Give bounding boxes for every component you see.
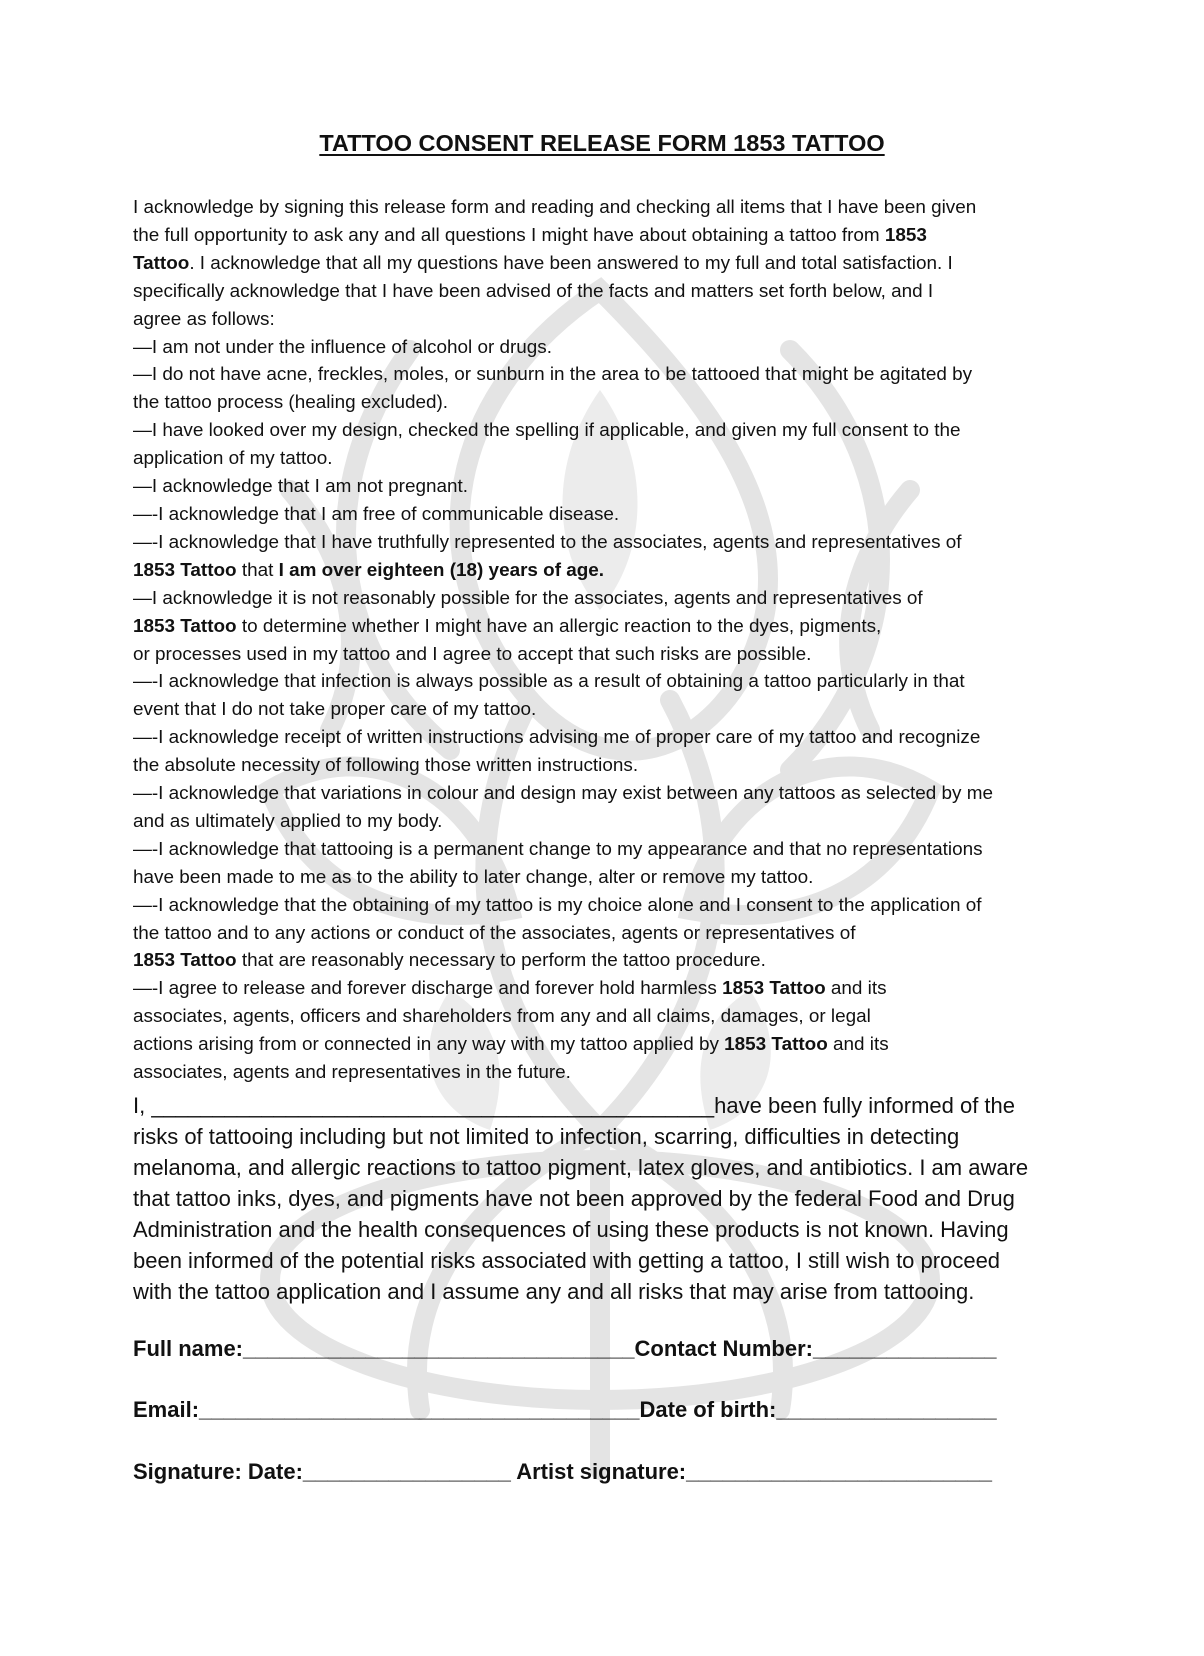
paragraph-line: specifically acknowledge that I have been advised of the facts and matters set forth below, and I (133, 280, 934, 302)
acknowledgement-item-cont: event that I do not take proper care of my tattoo. (133, 699, 537, 721)
signature-row (133, 1459, 992, 1485)
acknowledgement-item-cont: 1853 Tattoo to determine whether I might have an allergic reaction to the dyes, pigments, (133, 615, 882, 637)
name-contact-row (133, 1336, 997, 1362)
acknowledgement-paragraph (133, 194, 1093, 1087)
acknowledgement-item: —-I agree to release and forever discharge and forever hold harmless 1853 Tattoo and its (133, 978, 887, 1000)
acknowledgement-item-cont: 1853 Tattoo that are reasonably necessary to perform the tattoo procedure. (133, 950, 766, 972)
acknowledgement-item-cont: application of my tattoo. (133, 448, 333, 470)
contact-number-field[interactable]: Contact Number:_______________ (634, 1336, 997, 1361)
acknowledgement-item: —-I acknowledge that infection is always possible as a result of obtaining a tattoo particularly in that (133, 671, 965, 693)
acknowledgement-item: —I do not have acne, freckles, moles, or sunburn in the area to be tattooed that might be agitated by (133, 364, 973, 386)
full-name-field[interactable]: Full name:________________________________ (133, 1336, 635, 1361)
artist-signature-field[interactable]: Artist signature:_________________________ (516, 1459, 993, 1484)
acknowledgement-item: —I have looked over my design, checked the spelling if applicable, and given my full consent to the (133, 420, 961, 442)
acknowledgement-item: —-I acknowledge that I have truthfully represented to the associates, agents and representatives of (133, 531, 962, 553)
paragraph-line: the full opportunity to ask any and all questions I might have about obtaining a tattoo from 1853 (133, 224, 927, 246)
acknowledgement-item: —-I acknowledge that variations in colour and design may exist between any tattoos as selected by me (133, 783, 993, 805)
acknowledgement-item-cont: associates, agents, officers and shareholders from any and all claims, damages, or legal (133, 1006, 871, 1028)
acknowledgement-item: —-I acknowledge receipt of written instructions advising me of proper care of my tattoo and recognize (133, 727, 981, 749)
acknowledgement-item-cont: the tattoo process (healing excluded). (133, 392, 449, 414)
acknowledgement-item-cont: the absolute necessity of following those written instructions. (133, 755, 639, 777)
acknowledgement-item: —I acknowledge that I am not pregnant. (133, 476, 468, 498)
statement-line: Administration and the health consequences of using these products is not known. Having (133, 1217, 1009, 1242)
acknowledgement-item-cont: the tattoo and to any actions or conduct of the associates, agents or representatives of (133, 922, 856, 944)
acknowledgement-item-cont: and as ultimately applied to my body. (133, 810, 443, 832)
email-field[interactable]: Email:____________________________________ (133, 1397, 640, 1422)
date-of-birth-field[interactable]: Date of birth:__________________ (639, 1397, 997, 1422)
acknowledgement-item: —I acknowledge it is not reasonably possible for the associates, agents and representatives of (133, 587, 923, 609)
risk-statement (133, 1090, 1093, 1307)
acknowledgement-item-cont: or processes used in my tattoo and I agree to accept that such risks are possible. (133, 643, 812, 665)
paragraph-line: Tattoo. I acknowledge that all my questions have been answered to my full and total satisfaction. I (133, 252, 953, 274)
paragraph-line: agree as follows: (133, 308, 275, 330)
email-dob-row (133, 1397, 997, 1423)
statement-line: been informed of the potential risks associated with getting a tattoo, I still wish to proceed (133, 1248, 1001, 1273)
statement-line: melanoma, and allergic reactions to tattoo pigment, latex gloves, and antibiotics. I am aware (133, 1155, 1029, 1180)
acknowledgement-item: —I am not under the influence of alcohol or drugs. (133, 336, 552, 358)
acknowledgement-item: —-I acknowledge that the obtaining of my tattoo is my choice alone and I consent to the application of (133, 894, 982, 916)
signature-date-field[interactable]: Signature: Date:_________________ (133, 1459, 511, 1484)
acknowledgement-item-cont: associates, agents and representatives in the future. (133, 1062, 571, 1084)
paragraph-line: I acknowledge by signing this release form and reading and checking all items that I have been given (133, 197, 977, 218)
acknowledgement-item: —-I acknowledge that I am free of communicable disease. (133, 503, 620, 525)
acknowledgement-item: —-I acknowledge that tattooing is a permanent change to my appearance and that no representations (133, 838, 983, 860)
statement-line: risks of tattooing including but not limited to infection, scarring, difficulties in detecting (133, 1124, 960, 1149)
statement-line: that tattoo inks, dyes, and pigments have not been approved by the federal Food and Drug (133, 1186, 1015, 1211)
statement-name-blank-line[interactable]: I, ______________________________________________have been fully informed of the (133, 1093, 1016, 1118)
acknowledgement-item-cont: have been made to me as to the ability to later change, alter or remove my tattoo. (133, 866, 814, 888)
acknowledgement-item-cont: actions arising from or connected in any way with my tattoo applied by 1853 Tattoo and its (133, 1034, 889, 1056)
statement-line: with the tattoo application and I assume any and all risks that may arise from tattooing. (133, 1279, 975, 1304)
form-title: TATTOO CONSENT RELEASE FORM 1853 TATTOO (319, 130, 885, 156)
acknowledgement-item-cont: 1853 Tattoo that I am over eighteen (18) years of age. (133, 559, 605, 581)
